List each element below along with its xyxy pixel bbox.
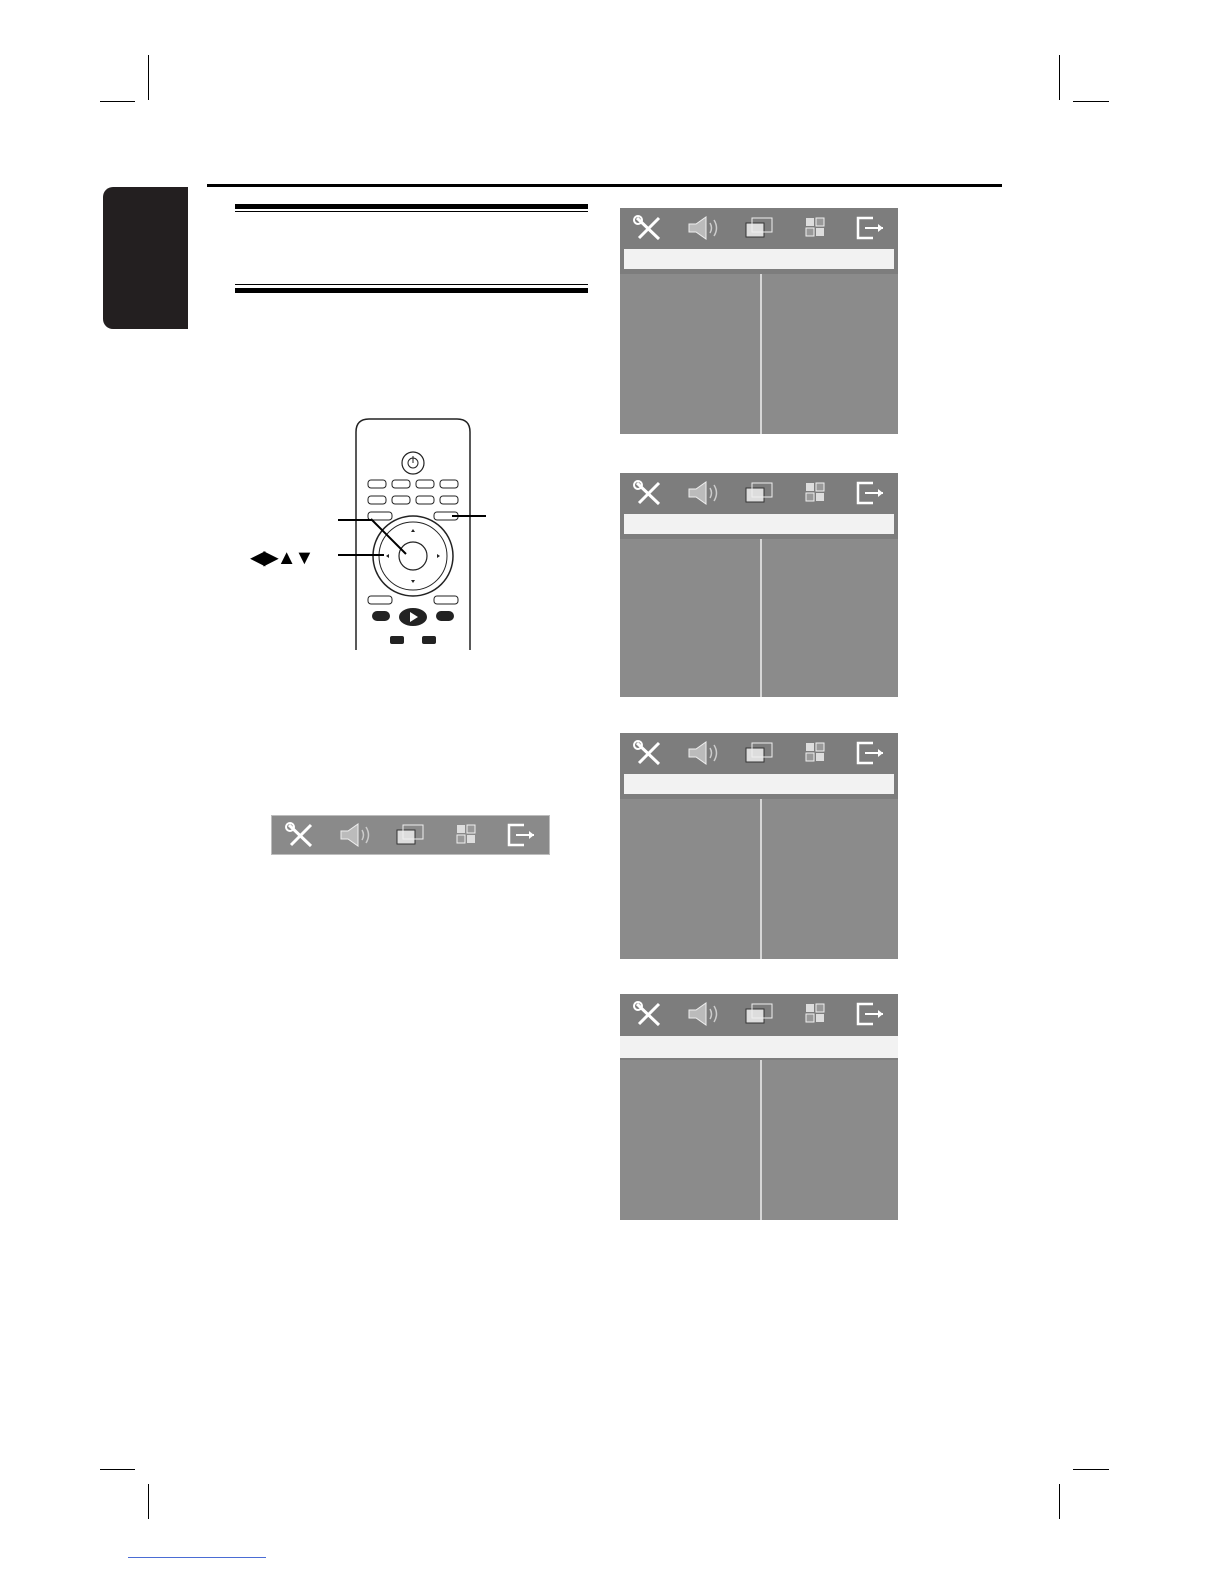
menu-iconbar — [620, 994, 898, 1034]
settings-tools-icon[interactable] — [631, 479, 665, 507]
speaker-audio-icon[interactable] — [686, 479, 720, 507]
video-film-icon[interactable] — [742, 479, 776, 507]
heading-rule-top-thin — [235, 211, 588, 212]
setup-menu-screen-4 — [620, 994, 898, 1220]
exit-icon[interactable] — [853, 479, 887, 507]
setup-menu-screen-1 — [620, 208, 898, 434]
preferences-icon[interactable] — [798, 1000, 832, 1028]
menu-iconbar — [620, 473, 898, 513]
speaker-audio-icon[interactable] — [686, 739, 720, 767]
highlight-bar[interactable] — [620, 1036, 898, 1058]
menu-right-column — [762, 1060, 898, 1220]
crop-mark — [100, 101, 135, 102]
highlight-bar[interactable] — [624, 249, 894, 269]
menu-iconbar — [620, 733, 898, 773]
highlight-bar[interactable] — [624, 514, 894, 534]
footer-link-underline[interactable] — [128, 1557, 266, 1558]
menu-iconbar — [620, 208, 898, 248]
exit-icon[interactable] — [504, 821, 538, 849]
previous-button[interactable] — [372, 611, 390, 621]
menu-left-column — [620, 1060, 760, 1220]
video-film-icon[interactable] — [742, 214, 776, 242]
heading-rule-bottom — [235, 288, 588, 293]
callout-line-setup — [452, 515, 486, 517]
heading-rule-top — [235, 204, 588, 209]
menu-right-column — [762, 274, 898, 434]
video-film-icon[interactable] — [393, 821, 427, 849]
menu-left-column — [620, 274, 760, 434]
heading-rule-bottom-thin — [235, 284, 588, 285]
crop-mark — [1059, 55, 1060, 100]
callout-line-ok — [338, 519, 372, 521]
crop-mark — [148, 1484, 149, 1519]
speaker-audio-icon[interactable] — [338, 821, 372, 849]
preferences-icon[interactable] — [449, 821, 483, 849]
exit-icon[interactable] — [853, 214, 887, 242]
highlight-bar[interactable] — [624, 774, 894, 794]
exit-icon[interactable] — [853, 1000, 887, 1028]
preferences-icon[interactable] — [798, 479, 832, 507]
return-button[interactable] — [368, 596, 392, 604]
menu-right-column — [762, 539, 898, 697]
top-rule — [207, 184, 1002, 187]
crop-mark — [100, 1469, 135, 1470]
stop-button[interactable] — [422, 636, 436, 644]
setup-menu-screen-2 — [620, 473, 898, 697]
crop-mark — [148, 55, 149, 100]
crop-mark — [1059, 1484, 1060, 1519]
crop-mark — [1073, 101, 1109, 102]
settings-tools-icon[interactable] — [631, 739, 665, 767]
video-film-icon[interactable] — [742, 1000, 776, 1028]
exit-icon[interactable] — [853, 739, 887, 767]
crop-mark — [1073, 1469, 1109, 1470]
video-film-icon[interactable] — [742, 739, 776, 767]
display-button[interactable] — [434, 596, 458, 604]
setup-menu-iconbar — [271, 815, 550, 855]
callout-line-nav — [338, 554, 384, 556]
next-button[interactable] — [436, 611, 454, 621]
settings-tools-icon[interactable] — [631, 1000, 665, 1028]
settings-tools-icon[interactable] — [631, 214, 665, 242]
callout-diagonal — [370, 518, 410, 558]
menu-left-column — [620, 799, 760, 959]
nav-arrows-label: ◀▶▲▼ — [250, 547, 313, 569]
preferences-icon[interactable] — [798, 214, 832, 242]
menu-right-column — [762, 799, 898, 959]
side-language-tab — [103, 187, 188, 329]
speaker-audio-icon[interactable] — [686, 1000, 720, 1028]
preferences-icon[interactable] — [798, 739, 832, 767]
setup-menu-screen-3 — [620, 733, 898, 959]
pause-button[interactable] — [390, 636, 404, 644]
speaker-audio-icon[interactable] — [686, 214, 720, 242]
menu-left-column — [620, 539, 760, 697]
settings-tools-icon[interactable] — [283, 821, 317, 849]
